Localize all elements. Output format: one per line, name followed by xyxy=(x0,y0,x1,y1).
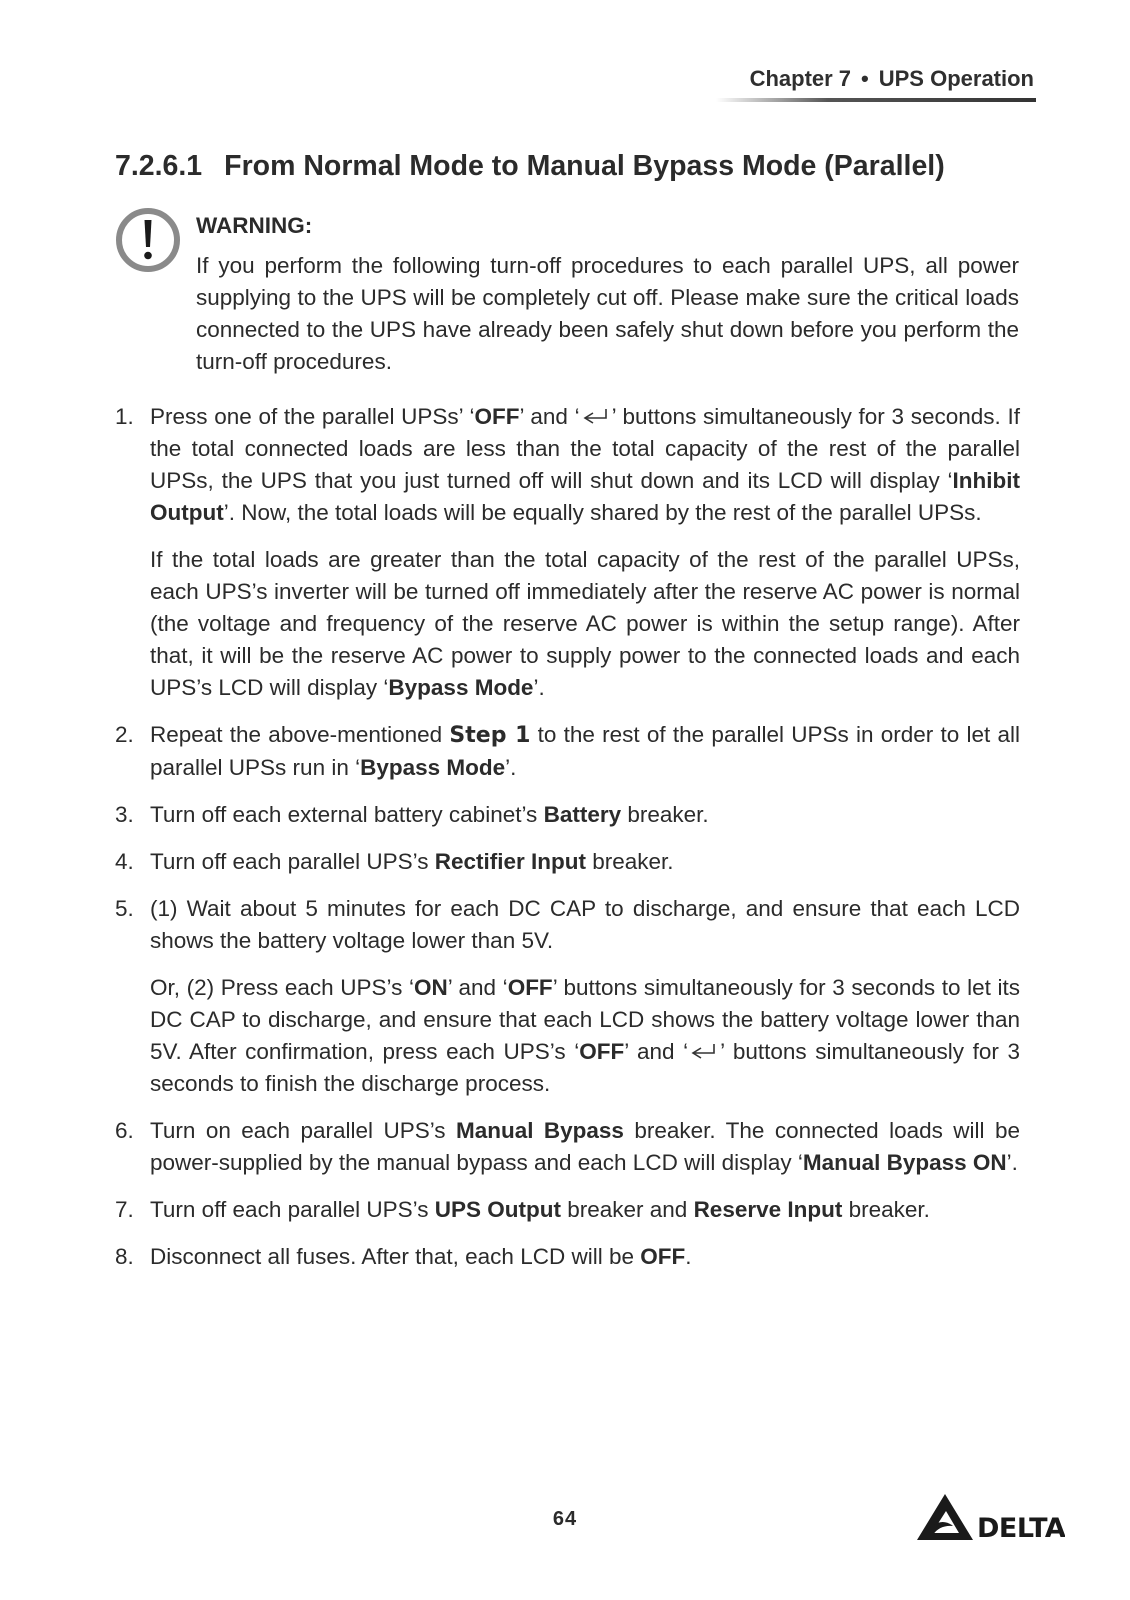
page-number: 64 xyxy=(552,1508,578,1530)
section-heading: From Normal Mode to Manual Bypass Mode (Parallel) xyxy=(224,150,945,182)
text-run: If the total loads are greater than the total capacity of the rest of the parallel UPSs, each UPS’s inverter will be turned off immediately after the reserve AC power is normal (the voltage and frequency of the reserve AC power is within the setup range). After that, it will be the reserve AC power to supply power to the connected loads and each UPS’s LCD will display ‘ xyxy=(150,547,1020,700)
text-run: . xyxy=(685,1244,692,1269)
text-run: ’ and ‘ xyxy=(624,1039,689,1064)
bold-run: Inhibit Output xyxy=(150,468,1020,525)
text-run: breaker and xyxy=(560,1197,694,1222)
bold-run: Reserve Input xyxy=(693,1197,843,1222)
enter-key-icon xyxy=(582,408,610,426)
step-paragraph xyxy=(150,846,1020,878)
text-run: ’. xyxy=(505,755,517,780)
text-run: to the rest of the parallel UPSs in order to let all parallel UPSs run in ‘ xyxy=(150,722,1020,780)
step-number: 1. xyxy=(115,404,134,429)
step-paragraph xyxy=(150,799,1020,831)
step-paragraph xyxy=(150,719,1020,784)
text-run: Press one of the parallel UPSs’ ‘ xyxy=(150,404,475,429)
text-run: breaker. The connected loads will be power-supplied by the manual bypass and each LCD will display ‘ xyxy=(150,1118,1020,1175)
enter-key-icon xyxy=(690,1043,718,1061)
bold-run: Manual Bypass xyxy=(455,1118,624,1143)
list-item xyxy=(115,846,1020,878)
step-number: 6. xyxy=(115,1118,134,1143)
section-number: 7.2.6.1 xyxy=(115,150,203,182)
step-number: 7. xyxy=(115,1197,134,1222)
text-run: ’ and ‘ xyxy=(447,975,508,1000)
list-item xyxy=(115,799,1020,831)
list-item xyxy=(115,1194,1020,1226)
bold-run: OFF xyxy=(640,1244,686,1269)
bold-run: Battery xyxy=(543,802,622,827)
text-run: Turn on each parallel UPS’s xyxy=(150,1118,456,1143)
text-run: breaker. xyxy=(586,849,674,874)
step-paragraph xyxy=(150,401,1020,529)
bold-run: Rectifier Input xyxy=(434,849,586,874)
bold-run: Bypass Mode xyxy=(388,675,534,700)
list-item xyxy=(115,1115,1020,1179)
text-run: Turn off each external battery cabinet’s xyxy=(150,802,544,827)
text-run: Turn off each parallel UPS’s xyxy=(150,1197,435,1222)
step-number: 5. xyxy=(115,896,134,921)
running-header xyxy=(750,66,1034,92)
text-run: breaker. xyxy=(621,802,709,827)
step-number: 8. xyxy=(115,1244,134,1269)
bold-run: OFF xyxy=(507,975,553,1000)
header-section: UPS Operation xyxy=(878,66,1034,91)
bold-run: OFF xyxy=(579,1039,625,1064)
text-run: Repeat the above-mentioned xyxy=(150,722,450,747)
bold-run: OFF xyxy=(474,404,520,429)
step-number: 4. xyxy=(115,849,134,874)
exclamation-circle-icon xyxy=(115,207,181,273)
text-run: ’. Now, the total loads will be equally shared by the rest of the parallel UPSs. xyxy=(223,500,982,525)
text-run: ’ buttons simultaneously for 3 seconds to finish the discharge process. xyxy=(150,1039,1020,1096)
text-run: Or, (2) Press each UPS’s ‘ xyxy=(150,975,414,1000)
step-paragraph xyxy=(150,544,1020,704)
header-chapter: Chapter 7 xyxy=(749,66,852,91)
text-run: ’ and ‘ xyxy=(519,404,580,429)
list-item xyxy=(115,893,1020,1100)
step-paragraph xyxy=(150,1241,1020,1273)
header-separator: • xyxy=(861,66,869,91)
warning-text: If you perform the following turn-off procedures to each parallel UPS, all power supplying to the UPS will be completely cut off. Please make sure the critical loads connected to the UPS have already been safely shut down before you perform the turn-off procedures. xyxy=(196,253,1019,374)
text-run: ’ buttons simultaneously for 3 seconds. If the total connected loads are less than the total capacity of the rest of the parallel UPSs, the UPS that you just turned off will shut down and its LCD will display ‘ xyxy=(150,404,1020,493)
bold-run: Bypass Mode xyxy=(360,755,506,780)
text-run: Disconnect all fuses. After that, each LCD will be xyxy=(150,1244,641,1269)
bold-run: Manual Bypass ON xyxy=(802,1150,1007,1175)
step-paragraph: (1) Wait about 5 minutes for each DC CAP to discharge, and ensure that each LCD shows the battery voltage lower than 5V. xyxy=(150,896,1020,953)
text-run: Turn off each parallel UPS’s xyxy=(150,849,435,874)
list-item xyxy=(115,719,1020,784)
list-item xyxy=(115,1241,1020,1273)
warning-label: WARNING: xyxy=(196,213,313,238)
step-paragraph xyxy=(150,1194,1020,1226)
logo-text: DELTA xyxy=(977,1513,1065,1541)
step-number: 2. xyxy=(115,722,134,747)
text-run: ’. xyxy=(533,675,545,700)
delta-logo xyxy=(915,1493,1065,1541)
text-run: breaker. xyxy=(842,1197,930,1222)
header-rule xyxy=(716,98,1036,102)
bold-run: UPS Output xyxy=(434,1197,561,1222)
text-run: ’. xyxy=(1006,1150,1018,1175)
step-reference: Step 1 xyxy=(449,723,531,748)
step-paragraph xyxy=(150,972,1020,1100)
step-paragraph xyxy=(150,1115,1020,1179)
step-number: 3. xyxy=(115,802,134,827)
procedure-list xyxy=(115,401,1020,1288)
bold-run: ON xyxy=(414,975,448,1000)
text-run: ’ buttons simultaneously for 3 seconds to let its DC CAP to discharge, and ensure that each LCD shows the battery voltage lower than 5V. After confirmation, press each UPS’s ‘ xyxy=(150,975,1020,1064)
section-title xyxy=(115,150,945,183)
list-item xyxy=(115,401,1020,704)
